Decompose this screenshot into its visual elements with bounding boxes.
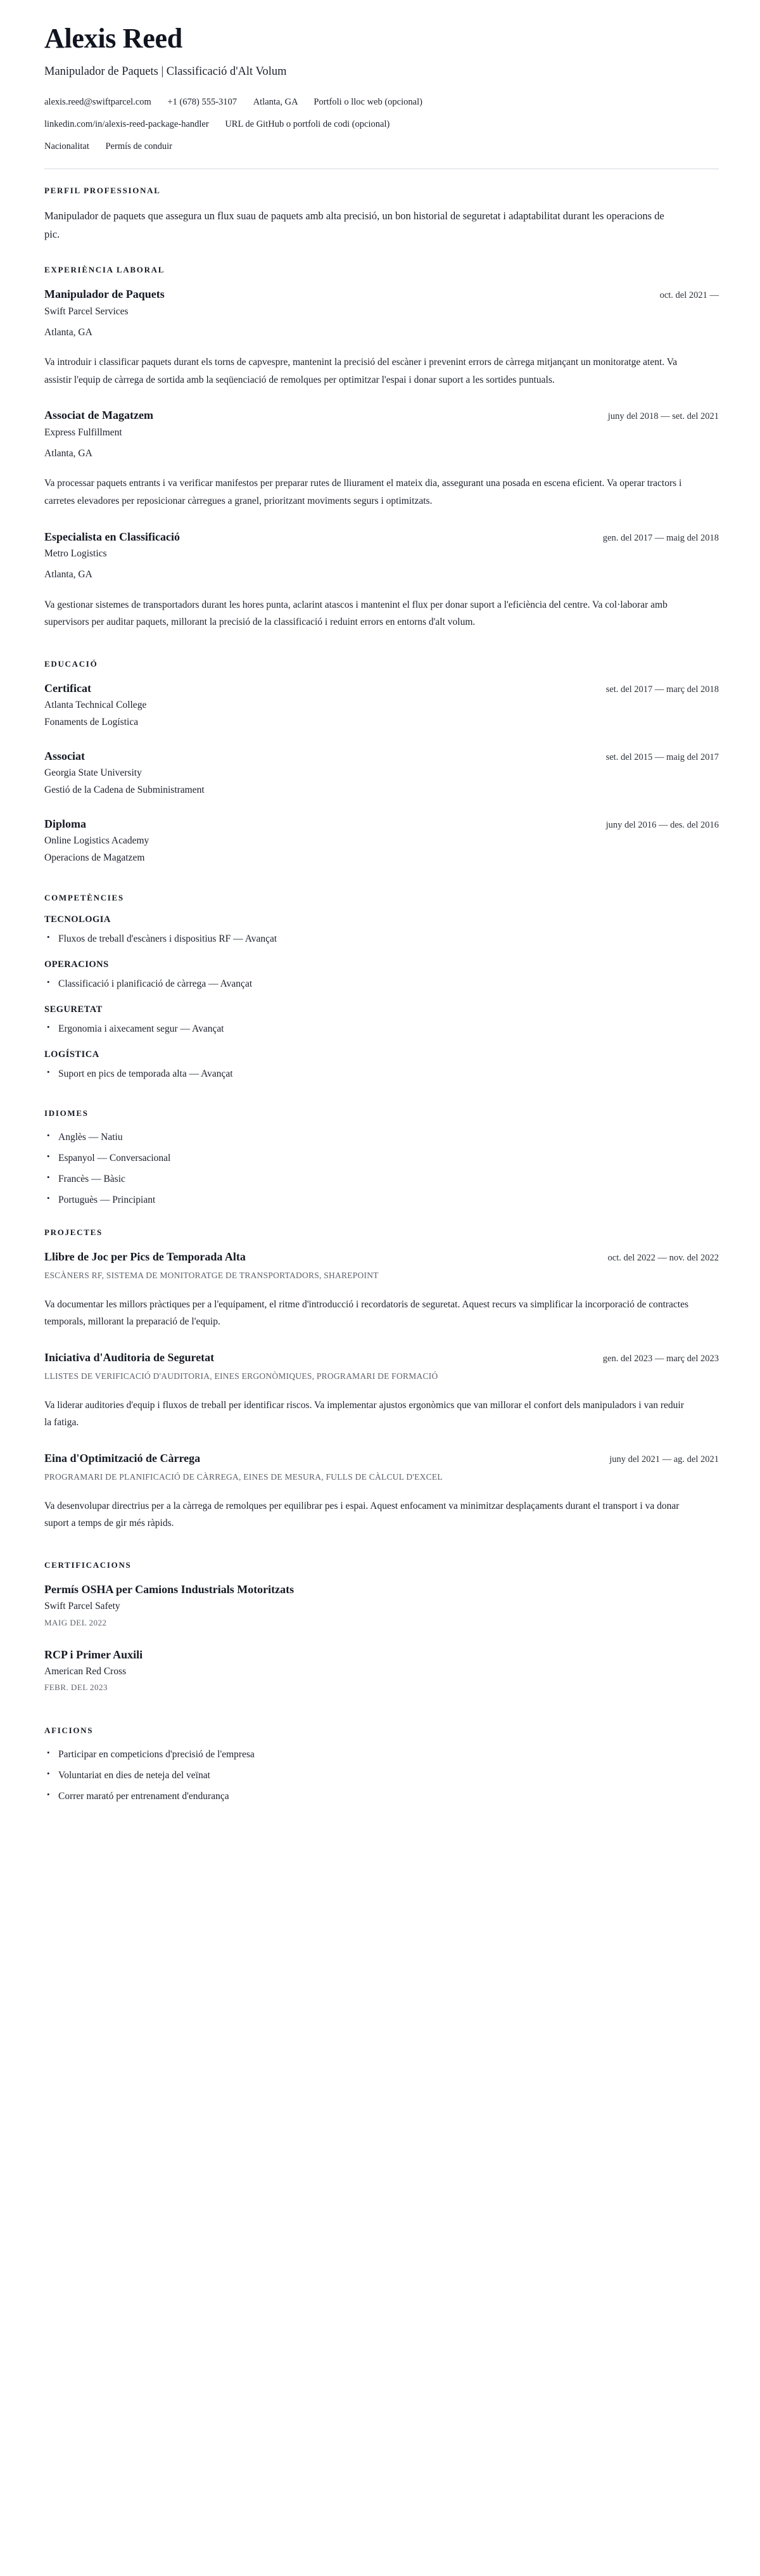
candidate-name: Alexis Reed	[44, 23, 182, 54]
section-experience	[44, 265, 719, 631]
education-school: Online Logistics Academy	[44, 835, 149, 847]
experience-item	[44, 407, 719, 509]
education-field: Fonaments de Logística	[44, 716, 139, 727]
experience-dates: oct. del 2021 —	[659, 290, 719, 301]
section-title-languages: IDIOMES	[44, 1108, 89, 1118]
skill-item: • Suport en pics de temporada alta — Avançat	[58, 1067, 719, 1082]
spacer	[44, 650, 719, 659]
skill-group	[44, 914, 719, 947]
spacer	[44, 884, 719, 893]
experience-role: Manipulador de Paquets	[44, 288, 165, 301]
education-degree: Diploma	[44, 817, 87, 830]
experience-header	[44, 286, 719, 302]
section-certifications	[44, 1560, 719, 1693]
education-item	[44, 748, 719, 797]
project-item	[44, 1451, 719, 1532]
interest-list	[44, 1747, 719, 1804]
certification-name: RCP i Primer Auxili	[44, 1648, 143, 1661]
section-languages	[44, 1108, 719, 1208]
spacer	[44, 1094, 719, 1108]
interest-item: • Participar en competicions d'precisió de l'empresa	[58, 1747, 719, 1762]
skill-category: TECNOLOGIA	[44, 914, 111, 925]
experience-description: Va gestionar sistemes de transportadors durant les hores punta, aclarint atascos i mantenint el flux per donar suport a l'eficiència del centre. Va col·laborar amb supervisors per auditar paquets, millorant la precisió de la classificació i reduint errors en entorns d'alt volum.	[44, 599, 668, 628]
experience-company: Express Fulfillment	[44, 426, 122, 438]
certification-issuer: American Red Cross	[44, 1665, 127, 1677]
experience-description: Va processar paquets entrants i va verificar manifestos per preparar rutes de lliurament el mateix dia, assegurant una posada en escena eficient. Va operar tractors i carretes elevadores per reposicionar càrregues a granel, prioritzant moviments segurs i optimitzats.	[44, 478, 682, 506]
project-dates: gen. del 2023 — març del 2023	[602, 1354, 719, 1364]
section-title-summary: PERFIL PROFESSIONAL	[44, 186, 161, 196]
education-dates: set. del 2015 — maig del 2017	[605, 752, 719, 762]
skill-category: LOGÍSTICA	[44, 1049, 99, 1060]
skill-group	[44, 1004, 719, 1037]
contact-line-3	[44, 140, 719, 153]
experience-role: Associat de Magatzem	[44, 409, 153, 422]
education-school: Atlanta Technical College	[44, 700, 147, 711]
education-school: Georgia State University	[44, 767, 142, 779]
certification-item	[44, 1647, 719, 1693]
project-name: Eina d'Optimització de Càrrega	[44, 1452, 201, 1465]
skill-item: • Ergonomia i aixecament segur — Avançat	[58, 1022, 719, 1037]
language-item: • Espanyol — Conversacional	[58, 1151, 719, 1166]
section-title-certifications: CERTIFICACIONS	[44, 1560, 132, 1570]
project-stack: LLISTES DE VERIFICACIÓ D'AUDITORIA, EINES ERGONÒMIQUES, PROGRAMARI DE FORMACIÓ	[44, 1371, 438, 1381]
skill-list	[44, 932, 719, 947]
experience-location: Atlanta, GA	[44, 326, 92, 338]
section-skills	[44, 893, 719, 1082]
resume-header	[44, 23, 719, 169]
experience-location: Atlanta, GA	[44, 448, 92, 459]
experience-dates: juny del 2018 — set. del 2021	[607, 411, 719, 422]
summary-text: Manipulador de paquets que assegura un flux suau de paquets amb alta precisió, un bon historial de seguretat i adaptabilitat durant les operacions de pic.	[44, 210, 664, 240]
language-item: • Anglès — Natiu	[58, 1130, 719, 1145]
language-list	[44, 1130, 719, 1208]
education-header	[44, 816, 719, 832]
certification-issuer: Swift Parcel Safety	[44, 1601, 120, 1612]
contact-nationality: Nacionalitat	[44, 141, 89, 152]
skill-item: • Fluxos de treball d'escàners i dispositius RF — Avançat	[58, 932, 719, 947]
contact-driving-license: Permís de conduir	[105, 141, 172, 152]
education-item	[44, 681, 719, 729]
education-header	[44, 681, 719, 696]
certification-date: FEBR. DEL 2023	[44, 1682, 108, 1693]
education-item	[44, 816, 719, 865]
section-title-experience: EXPERIÈNCIA LABORAL	[44, 265, 165, 275]
experience-header	[44, 407, 719, 423]
project-header	[44, 1249, 719, 1265]
contact-linkedin[interactable]: linkedin.com/in/alexis-reed-package-handler	[44, 119, 209, 130]
project-stack: PROGRAMARI DE PLANIFICACIÓ DE CÀRREGA, EINES DE MESURA, FULLS DE CÀLCUL D'EXCEL	[44, 1471, 443, 1482]
section-title-interests: AFICIONS	[44, 1726, 94, 1736]
interest-item: • Correr marató per entrenament d'endurança	[58, 1789, 719, 1804]
education-field: Operacions de Magatzem	[44, 852, 145, 863]
education-dates: set. del 2017 — març del 2018	[605, 684, 719, 695]
experience-item	[44, 286, 719, 388]
education-header	[44, 748, 719, 764]
interest-item: • Voluntariat en dies de neteja del veïnat	[58, 1768, 719, 1783]
contact-github[interactable]: URL de GitHub o portfoli de codi (opcional)	[225, 119, 390, 130]
project-item	[44, 1350, 719, 1432]
contact-line-1	[44, 96, 719, 109]
education-degree: Associat	[44, 749, 85, 762]
contact-line-2	[44, 118, 719, 131]
spacer	[44, 1712, 719, 1726]
education-field: Gestió de la Cadena de Subministrament	[44, 784, 205, 795]
project-header	[44, 1350, 719, 1366]
experience-role: Especialista en Classificació	[44, 530, 180, 543]
section-title-projects: PROJECTES	[44, 1227, 103, 1238]
certification-item	[44, 1582, 719, 1628]
certification-name: Permís OSHA per Camions Industrials Motoritzats	[44, 1582, 294, 1596]
project-name: Iniciativa d'Auditoria de Seguretat	[44, 1351, 215, 1364]
spacer	[44, 1551, 719, 1560]
education-degree: Certificat	[44, 681, 91, 695]
project-dates: juny del 2021 — ag. del 2021	[609, 1454, 719, 1465]
candidate-headline: Manipulador de Paquets | Classificació d'Alt Volum	[44, 65, 287, 79]
skill-category: OPERACIONS	[44, 959, 109, 970]
skill-group	[44, 1049, 719, 1082]
project-item	[44, 1249, 719, 1331]
section-education	[44, 659, 719, 865]
section-title-education: EDUCACIÓ	[44, 658, 98, 669]
contact-portfolio[interactable]: Portfoli o lloc web (opcional)	[314, 97, 422, 108]
project-description: Va liderar auditories d'equip i fluxos de treball per identificar riscos. Va implementar ajustos ergonòmics que van millorar el confort dels manipuladors i van reduir la fatiga.	[44, 1399, 684, 1428]
language-item: • Francès — Bàsic	[58, 1172, 719, 1187]
language-item: • Portuguès — Principiant	[58, 1193, 719, 1208]
experience-description: Va introduir i classificar paquets durant els torns de capvespre, mantenint la precisió del escàner i prevenint errors de càrrega mitjançant un monitoratge atent. Va assistir l'equip de càrrega de sortida amb la seqüenciació de remolques per optimitzar l'espai i donar suport a les sortides puntuals.	[44, 357, 678, 385]
skill-item: • Classificació i planificació de càrrega — Avançat	[58, 977, 719, 992]
skill-category: SEGURETAT	[44, 1004, 103, 1015]
contact-phone[interactable]: +1 (678) 555-3107	[167, 97, 238, 108]
experience-location: Atlanta, GA	[44, 569, 92, 580]
project-header	[44, 1451, 719, 1466]
experience-dates: gen. del 2017 — maig del 2018	[602, 532, 719, 543]
experience-item	[44, 529, 719, 631]
project-description: Va documentar les millors pràctiques per a l'equipament, el ritme d'introducció i recordatoris de seguretat. Aquest recurs va simplificar la incorporació de contractes temporals, millorant la preparació de l'equip.	[44, 1298, 689, 1328]
skill-list	[44, 1067, 719, 1082]
section-interests	[44, 1726, 719, 1804]
education-dates: juny del 2016 — des. del 2016	[605, 819, 719, 830]
certification-date: MAIG DEL 2022	[44, 1617, 107, 1627]
project-description: Va desenvolupar directrius per a la càrrega de remolques per equilibrar pes i espai. Aquest enfocament va minimitzar desplaçaments durant el transport i va donar suport a temps de gir més ràpids.	[44, 1500, 680, 1529]
section-summary	[44, 186, 719, 243]
experience-header	[44, 529, 719, 545]
project-dates: oct. del 2022 — nov. del 2022	[607, 1253, 719, 1264]
skill-group	[44, 959, 719, 992]
experience-company: Swift Parcel Services	[44, 305, 129, 317]
spacer	[44, 1214, 719, 1227]
contact-email[interactable]: alexis.reed@swiftparcel.com	[44, 97, 151, 108]
experience-company: Metro Logistics	[44, 548, 107, 560]
section-projects	[44, 1227, 719, 1532]
project-name: Llibre de Joc per Pics de Temporada Alta	[44, 1250, 246, 1264]
skill-list	[44, 977, 719, 992]
project-stack: ESCÀNERS RF, SISTEMA DE MONITORATGE DE TRANSPORTADORS, SHAREPOINT	[44, 1270, 379, 1280]
section-title-skills: COMPETÈNCIES	[44, 892, 124, 902]
skill-list	[44, 1022, 719, 1037]
contact-location: Atlanta, GA	[253, 97, 298, 108]
